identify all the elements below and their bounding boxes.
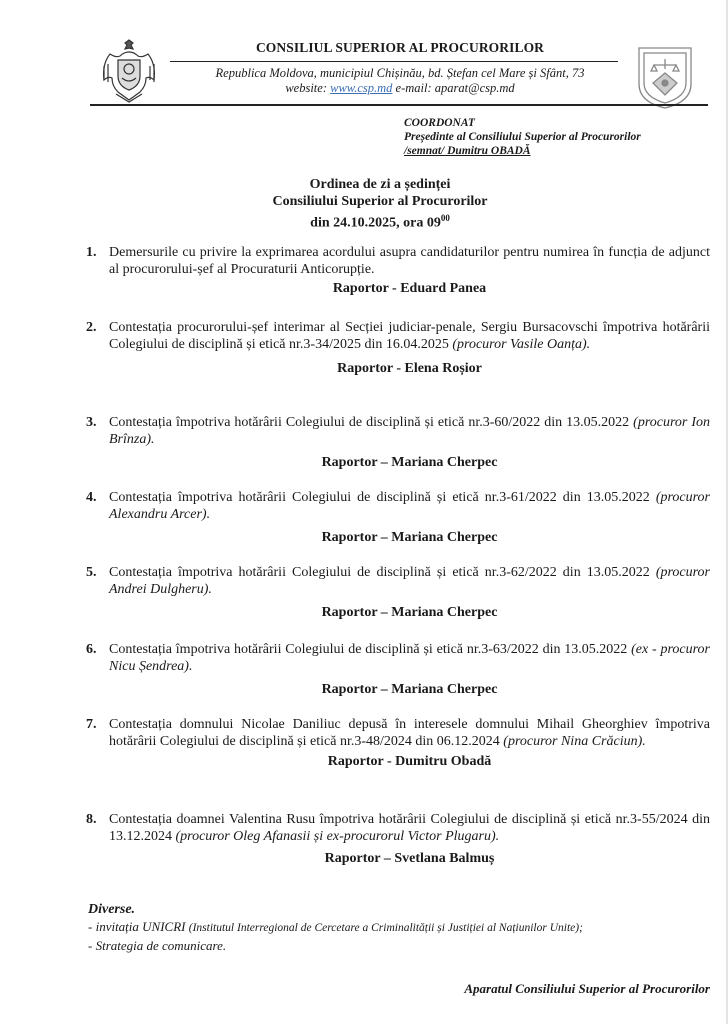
- item-note: (procuror Andrei Dulgheru).: [109, 565, 710, 597]
- organization-address: [170, 66, 630, 96]
- item-description: Contestația împotriva hotărârii Colegiului de disciplină și etică nr.3-63/2022 din 13.05.2022: [109, 642, 632, 657]
- item-text: [109, 414, 710, 448]
- moldova-coat-of-arms-icon: [96, 36, 162, 106]
- approval-signature: /semnat/ Dumitru OBADĂ: [404, 145, 531, 157]
- miscellaneous-section: [88, 901, 708, 954]
- item-number: 4.: [86, 490, 97, 505]
- item-reporter: Raportor – Mariana Cherpec: [321, 605, 498, 620]
- item-description: Contestația împotriva hotărârii Colegiului de disciplină și etică nr.3-61/2022 din 13.05.2022: [109, 490, 656, 505]
- agenda-item: [86, 811, 710, 867]
- agenda-item: [86, 564, 710, 621]
- misc-item-label: - invitația UNICRI: [88, 919, 189, 934]
- item-note: (procuror Ion Brînza).: [109, 415, 710, 447]
- item-text: [109, 564, 710, 598]
- agenda-item: [86, 414, 710, 471]
- item-note: (ex - procuror Nicu Șendrea).: [109, 642, 710, 674]
- item-number: 3.: [86, 415, 97, 430]
- misc-item-detail: (Institutul Interregional de Cercetare a Criminalității și Justiției al Națiunilor Unite);: [188, 922, 583, 934]
- item-reporter: Raportor – Svetlana Balmuș: [324, 851, 495, 866]
- meeting-date-time: din 24.10.2025, ora 09: [310, 215, 441, 231]
- header-bottom-rule: [90, 104, 708, 106]
- organization-title: CONSILIUL SUPERIOR AL PROCURORILOR: [255, 40, 545, 55]
- item-reporter: Raportor - Dumitru Obadă: [327, 754, 492, 769]
- item-number: 2.: [86, 320, 97, 335]
- approval-block: [404, 116, 641, 158]
- approval-position: Președinte al Consiliului Superior al Procurorilor: [404, 131, 641, 143]
- website-link[interactable]: www.csp.md: [330, 81, 393, 95]
- item-reporter: Raportor – Mariana Cherpec: [321, 455, 498, 470]
- item-text: [109, 244, 710, 278]
- item-number: 7.: [86, 717, 97, 732]
- item-text: [109, 489, 710, 523]
- title-line-1: Ordinea de zi a ședinței: [309, 177, 451, 192]
- item-description: Demersurile cu privire la exprimarea acordului asupra candidaturilor pentru numirea în funcția de adjunct al procurorului-șef al Procuraturii Anticorupție.: [109, 245, 710, 277]
- item-description: Contestația împotriva hotărârii Colegiului de disciplină și etică nr.3-62/2022 din 13.05.2022: [109, 565, 656, 580]
- agenda-item: [86, 716, 710, 770]
- item-description: Contestația procurorului-șef interimar al Secției judiciar-penale, Sergiu Bursacovschi împotriva hotărârii Colegiului de disciplină și etică nr.3-34/2025 din 16.04.2025: [109, 320, 710, 352]
- title-line-2: Consiliului Superior al Procurorilor: [272, 194, 488, 209]
- item-reporter: Raportor - Elena Roșior: [337, 361, 482, 376]
- title-line-3: [160, 210, 600, 232]
- item-number: 8.: [86, 812, 97, 827]
- email-address: aparat@csp.md: [434, 81, 515, 95]
- item-description: Contestația domnului Nicolae Daniliuc depusă în interesele domnului Mihail Gheorghiev împotriva hotărârii Colegiului de disciplină și etică nr.3-48/2024 din 06.12.2024: [109, 717, 710, 749]
- misc-item-strategy: - Strategia de comunicare.: [88, 938, 227, 953]
- item-note: (procuror Vasile Oanța).: [452, 337, 591, 352]
- item-description: Contestația doamnei Valentina Rusu împotriva hotărârii Colegiului de disciplină și etică nr.3-55/2024 din 13.12.2024: [109, 812, 710, 844]
- misc-item-unicri: [88, 918, 708, 937]
- agenda-item: [86, 489, 710, 546]
- item-reporter: Raportor – Mariana Cherpec: [321, 682, 498, 697]
- item-number: 1.: [86, 245, 97, 260]
- item-text: [109, 319, 710, 353]
- prosecutors-council-emblem-icon: [636, 45, 694, 111]
- item-reporter: Raportor – Mariana Cherpec: [321, 530, 498, 545]
- website-label: website:: [285, 81, 331, 95]
- agenda-item: [86, 319, 710, 377]
- email-label: e-mail:: [392, 81, 435, 95]
- item-note: (procuror Nina Crăciun).: [503, 734, 646, 749]
- agenda-item: [86, 641, 710, 698]
- item-number: 6.: [86, 642, 97, 657]
- item-note: (procuror Oleg Afanasii și ex-procurorul Victor Plugaru).: [175, 829, 500, 844]
- item-text: [109, 811, 710, 845]
- agenda-item: [86, 244, 710, 297]
- item-text: [109, 641, 710, 675]
- header-divider: [170, 61, 618, 62]
- item-description: Contestația împotriva hotărârii Colegiului de disciplină și etică nr.3-60/2022 din 13.05.2022: [109, 415, 634, 430]
- issuer-signature: Aparatul Consiliului Superior al Procurorilor: [464, 981, 710, 996]
- item-number: 5.: [86, 565, 97, 580]
- meeting-time-minutes: 00: [440, 213, 450, 223]
- item-text: [109, 716, 710, 750]
- contact-line: [170, 81, 630, 96]
- item-reporter: Raportor - Eduard Panea: [332, 281, 487, 296]
- item-note: (procuror Alexandru Arcer).: [109, 490, 710, 522]
- address-line: Republica Moldova, municipiul Chișinău, bd. Ștefan cel Mare și Sfânt, 73: [215, 66, 585, 80]
- miscellaneous-heading: Diverse.: [88, 902, 136, 917]
- approval-status: COORDONAT: [404, 117, 475, 129]
- agenda-title: [160, 176, 600, 232]
